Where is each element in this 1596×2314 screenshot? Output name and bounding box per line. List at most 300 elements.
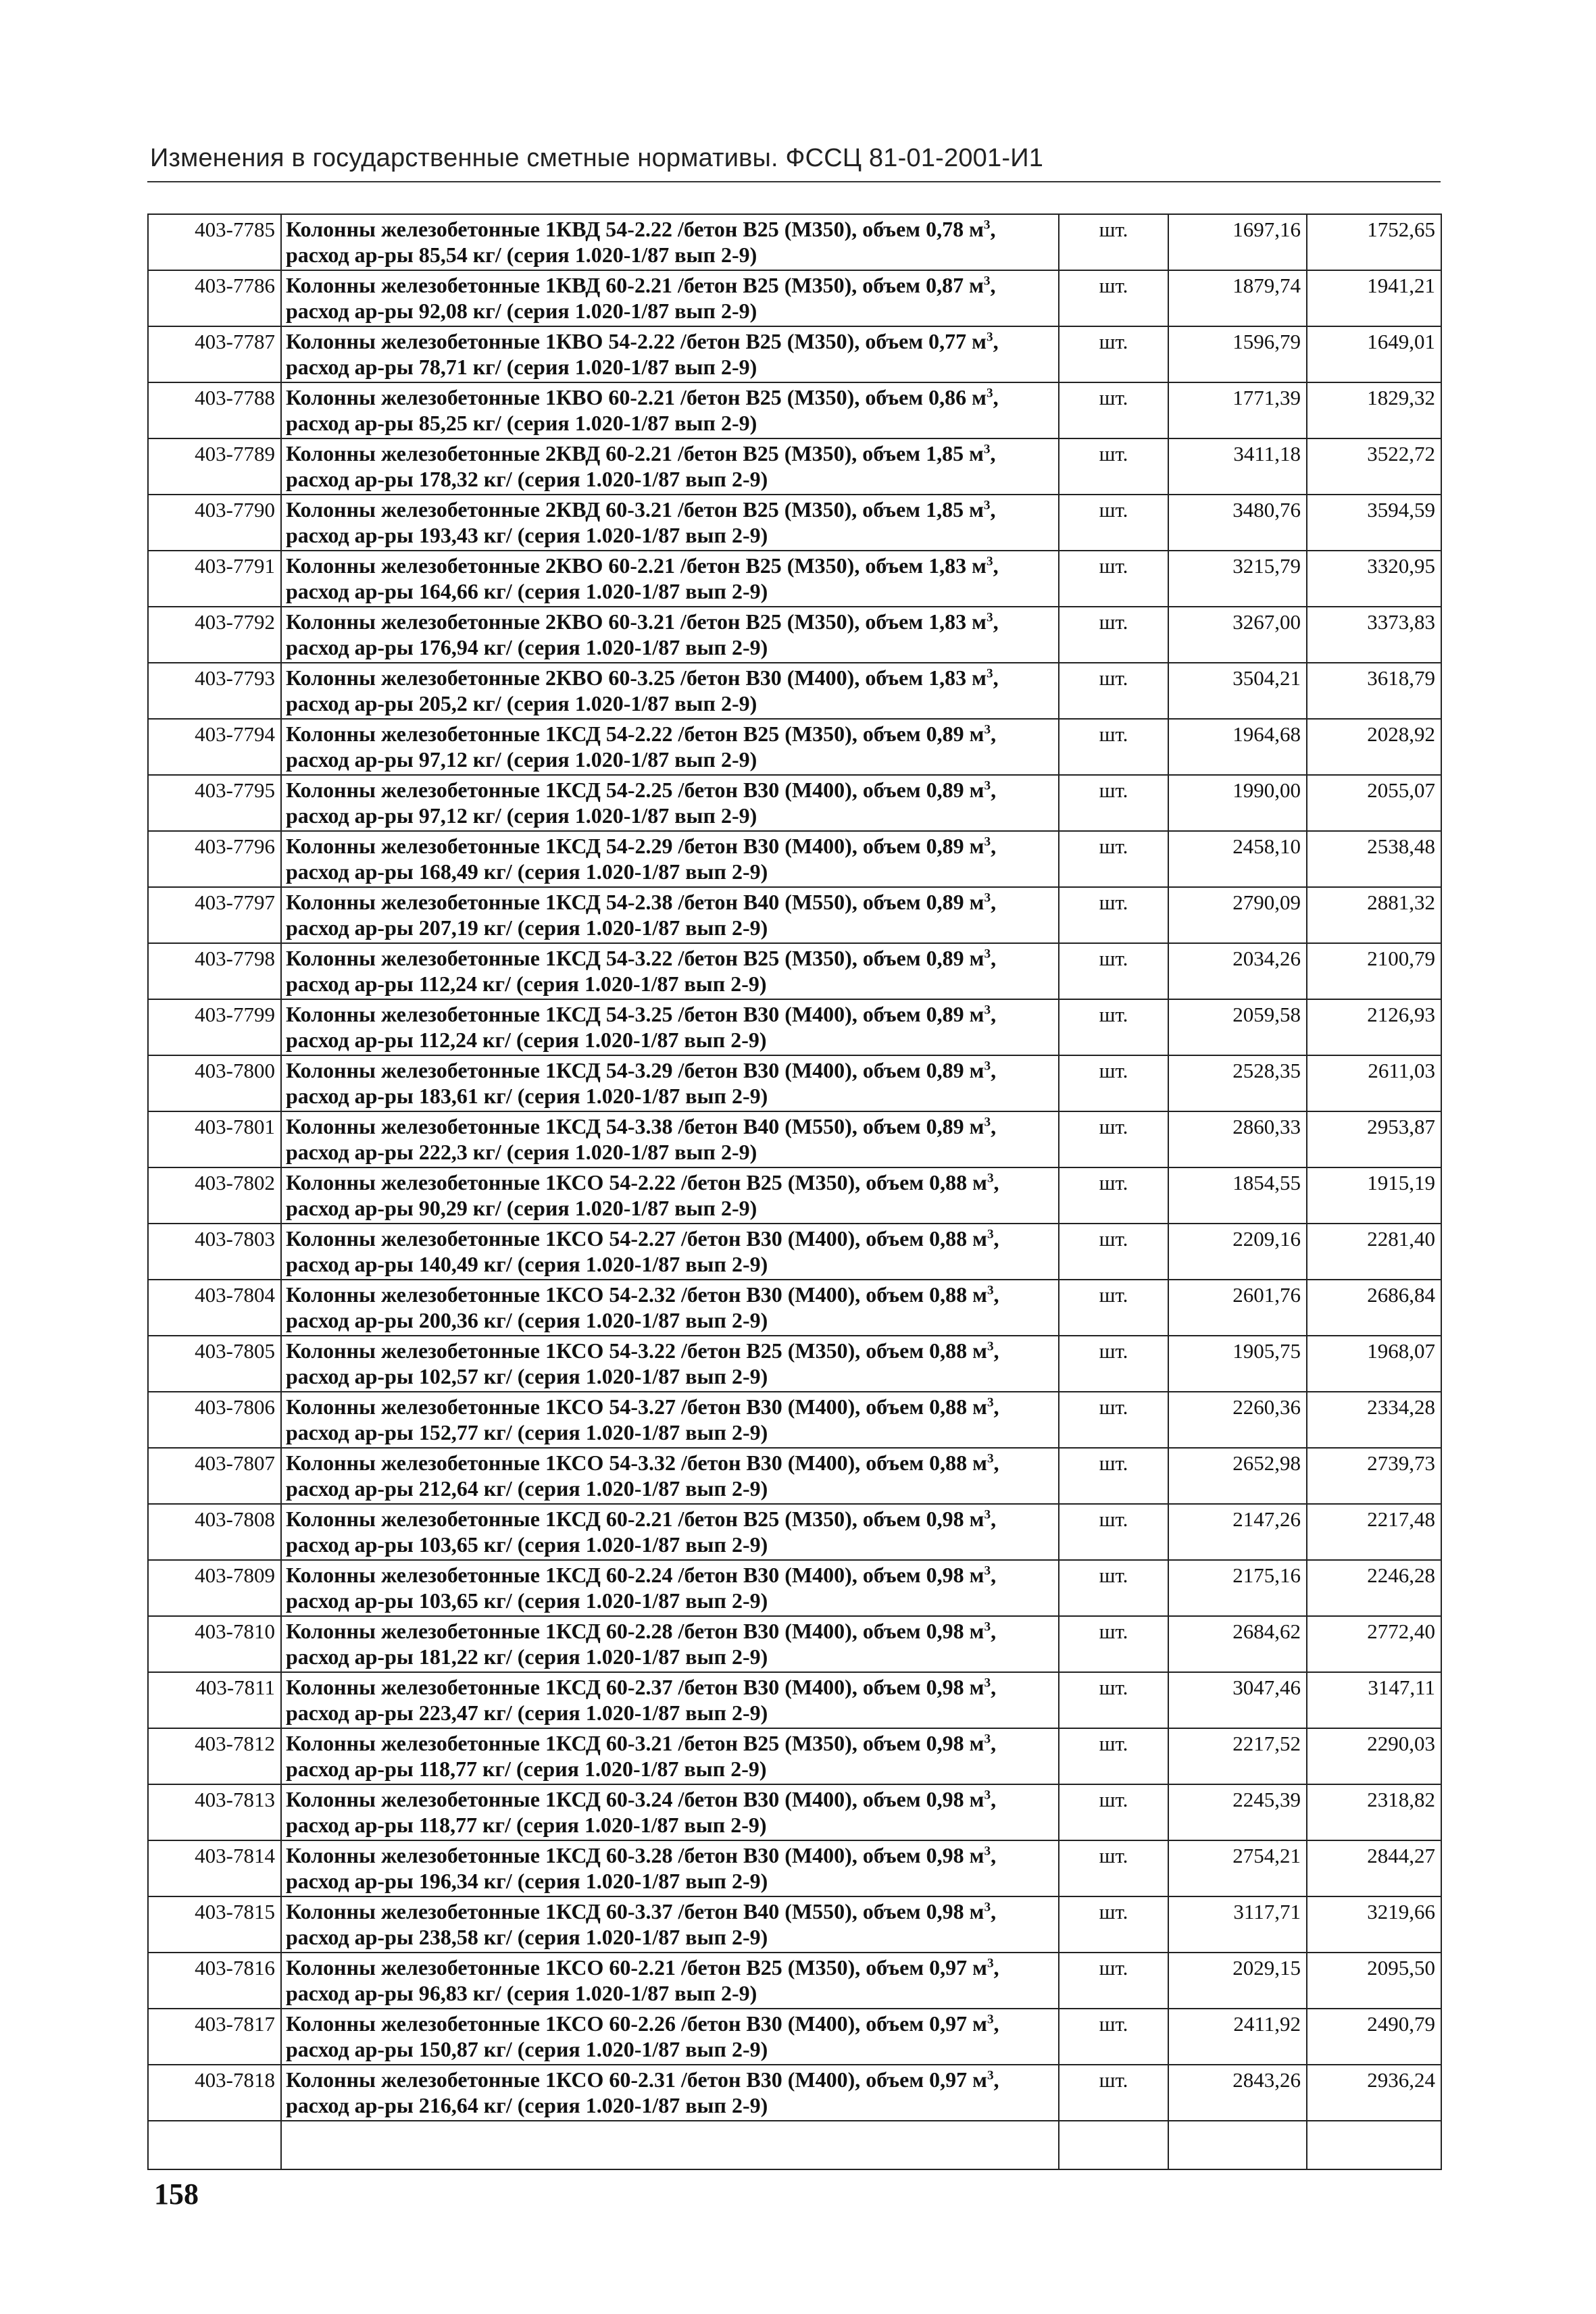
row-price-2: 1941,21 [1307,270,1441,326]
description-text: Колонны железобетонные 2КВД 60-3.21 /бетон В25 (М350), объем 1,85 м [286,497,984,522]
row-price-2: 3219,66 [1307,1896,1441,1953]
volume-unit-exponent: 3 [984,1563,991,1578]
row-price-2: 1968,07 [1307,1336,1441,1392]
row-price-2: 2246,28 [1307,1560,1441,1616]
description-text: Колонны железобетонные 1КСД 54-2.25 /бетон В30 (М400), объем 0,89 м [286,778,984,802]
row-description [281,270,1059,326]
row-description [281,382,1059,438]
row-price-1: 2411,92 [1168,2009,1307,2065]
row-description [281,1784,1059,1840]
row-unit: шт. [1059,663,1168,719]
row-unit: шт. [1059,1784,1168,1840]
table-row [148,831,1441,887]
row-unit: шт. [1059,551,1168,607]
table-row [148,1896,1441,1953]
row-price-2: 2772,40 [1307,1616,1441,1672]
volume-unit-exponent: 3 [984,1900,991,1915]
row-price-1: 2175,16 [1168,1560,1307,1616]
description-text: Колонны железобетонные 1КВО 54-2.22 /бетон В25 (М350), объем 0,77 м [286,329,987,353]
description-text-rest: , расход ар-ры 176,94 кг/ (серия 1.020-1/87 вып 2-9) [286,609,999,659]
table-row [148,1336,1441,1392]
description-text-rest: , расход ар-ры 140,49 кг/ (серия 1.020-1/87 вып 2-9) [286,1226,999,1276]
volume-unit-exponent: 3 [987,2012,994,2027]
volume-unit-exponent: 3 [983,218,991,232]
row-description [281,438,1059,495]
row-price-2: 2126,93 [1307,999,1441,1055]
row-price-1: 2029,15 [1168,1953,1307,2009]
row-unit: шт. [1059,382,1168,438]
row-price-2: 2318,82 [1307,1784,1441,1840]
table-row [148,1111,1441,1167]
table-row [148,1055,1441,1111]
description-text-rest: , расход ар-ры 102,57 кг/ (серия 1.020-1/87 вып 2-9) [286,1338,999,1388]
row-price-2: 2028,92 [1307,719,1441,775]
row-price-1: 3047,46 [1168,1672,1307,1728]
row-code: 403-7790 [148,495,281,551]
row-price-1: 3480,76 [1168,495,1307,551]
row-code: 403-7795 [148,775,281,831]
volume-unit-exponent: 3 [987,1171,994,1186]
row-price-1: 2843,26 [1168,2065,1307,2121]
table-row [148,1392,1441,1448]
row-code: 403-7791 [148,551,281,607]
table-row [148,551,1441,607]
volume-unit-exponent: 3 [986,554,993,569]
row-unit: шт. [1059,831,1168,887]
table-row [148,1560,1441,1616]
row-unit: шт. [1059,2065,1168,2121]
row-description [281,1392,1059,1448]
row-price-2: 3594,59 [1307,495,1441,551]
row-unit: шт. [1059,999,1168,1055]
volume-unit-exponent: 3 [984,1676,991,1690]
volume-unit-exponent: 3 [984,890,991,905]
row-description [281,1953,1059,2009]
description-text-rest: , расход ар-ры 152,77 кг/ (серия 1.020-1/87 вып 2-9) [286,1394,999,1444]
row-unit: шт. [1059,607,1168,663]
volume-unit-exponent: 3 [984,1507,991,1522]
row-price-1: 2034,26 [1168,943,1307,999]
description-text-rest: , расход ар-ры 205,2 кг/ (серия 1.020-1/87 вып 2-9) [286,665,999,715]
description-text-rest: , расход ар-ры 222,3 кг/ (серия 1.020-1/87 вып 2-9) [286,1114,997,1164]
row-price-2: 2055,07 [1307,775,1441,831]
table-row [148,1224,1441,1280]
row-price-1: 3411,18 [1168,438,1307,495]
row-description [281,1280,1059,1336]
row-code: 403-7804 [148,1280,281,1336]
description-text: Колонны железобетонные 1КСД 54-2.22 /бетон В25 (М350), объем 0,89 м [286,722,984,746]
row-description [281,1672,1059,1728]
row-unit: шт. [1059,1672,1168,1728]
row-price-1: 2684,62 [1168,1616,1307,1672]
row-code: 403-7801 [148,1111,281,1167]
row-price-2: 1649,01 [1307,326,1441,382]
row-unit: шт. [1059,1224,1168,1280]
row-code: 403-7813 [148,1784,281,1840]
volume-unit-exponent: 3 [987,1339,994,1354]
row-price-1: 3504,21 [1168,663,1307,719]
row-price-2: 2281,40 [1307,1224,1441,1280]
description-text-rest: , расход ар-ры 212,64 кг/ (серия 1.020-1/87 вып 2-9) [286,1451,999,1501]
row-price-1: 1964,68 [1168,719,1307,775]
volume-unit-exponent: 3 [987,1451,994,1466]
row-description [281,1896,1059,1953]
row-code: 403-7798 [148,943,281,999]
empty-cell [148,2121,281,2169]
row-price-1: 1854,55 [1168,1167,1307,1224]
description-text-rest: , расход ар-ры 207,19 кг/ (серия 1.020-1/87 вып 2-9) [286,890,997,940]
row-description [281,1616,1059,1672]
row-unit: шт. [1059,1280,1168,1336]
row-price-2: 1829,32 [1307,382,1441,438]
row-code: 403-7805 [148,1336,281,1392]
description-text-rest: , расход ар-ры 90,29 кг/ (серия 1.020-1/87 вып 2-9) [286,1170,999,1220]
row-price-2: 2538,48 [1307,831,1441,887]
description-text: Колонны железобетонные 2КВО 60-2.21 /бетон В25 (М350), объем 1,83 м [286,553,987,578]
row-description [281,1448,1059,1504]
volume-unit-exponent: 3 [984,834,991,849]
description-text-rest: , расход ар-ры 200,36 кг/ (серия 1.020-1/87 вып 2-9) [286,1282,999,1332]
table-row [148,775,1441,831]
volume-unit-exponent: 3 [984,722,991,737]
row-price-1: 2652,98 [1168,1448,1307,1504]
description-text-rest: , расход ар-ры 85,25 кг/ (серия 1.020-1/87 вып 2-9) [286,385,999,435]
description-text: Колонны железобетонные 1КСО 54-2.32 /бетон В30 (М400), объем 0,88 м [286,1282,987,1307]
description-text-rest: , расход ар-ры 223,47 кг/ (серия 1.020-1/87 вып 2-9) [286,1675,997,1725]
row-price-1: 2860,33 [1168,1111,1307,1167]
row-description [281,1504,1059,1560]
row-unit: шт. [1059,1448,1168,1504]
table-empty-row [148,2121,1441,2169]
volume-unit-exponent: 3 [984,1619,991,1634]
description-text-rest: , расход ар-ры 183,61 кг/ (серия 1.020-1/87 вып 2-9) [286,1058,997,1108]
row-description [281,1560,1059,1616]
table-row [148,943,1441,999]
table-row [148,719,1441,775]
table-row [148,887,1441,943]
description-text-rest: , расход ар-ры 97,12 кг/ (серия 1.020-1/87 вып 2-9) [286,778,997,828]
row-price-2: 3320,95 [1307,551,1441,607]
row-price-1: 2601,76 [1168,1280,1307,1336]
row-unit: шт. [1059,1336,1168,1392]
description-text: Колонны железобетонные 1КСД 60-3.28 /бетон В30 (М400), объем 0,98 м [286,1843,984,1867]
row-price-1: 2245,39 [1168,1784,1307,1840]
description-text: Колонны железобетонные 1КСД 54-3.25 /бетон В30 (М400), объем 0,89 м [286,1002,984,1026]
description-text: Колонны железобетонные 1КВД 60-2.21 /бетон В25 (М350), объем 0,87 м [286,273,984,297]
description-text: Колонны железобетонные 1КСО 54-3.22 /бетон В25 (М350), объем 0,88 м [286,1338,987,1363]
volume-unit-exponent: 3 [984,1788,991,1803]
row-description [281,2009,1059,2065]
description-text: Колонны железобетонные 1КСД 54-2.38 /бетон В40 (М550), объем 0,89 м [286,890,984,914]
volume-unit-exponent: 3 [986,666,993,681]
row-code: 403-7788 [148,382,281,438]
volume-unit-exponent: 3 [987,1283,994,1298]
row-code: 403-7789 [148,438,281,495]
volume-unit-exponent: 3 [987,1227,994,1242]
row-code: 403-7799 [148,999,281,1055]
description-text-rest: , расход ар-ры 96,83 кг/ (серия 1.020-1/87 вып 2-9) [286,1955,999,2005]
row-price-1: 1905,75 [1168,1336,1307,1392]
table-row [148,2065,1441,2121]
description-text-rest: , расход ар-ры 193,43 кг/ (серия 1.020-1/87 вып 2-9) [286,497,996,547]
table-row [148,1728,1441,1784]
row-description [281,1167,1059,1224]
table-row [148,382,1441,438]
row-code: 403-7785 [148,214,281,270]
description-text: Колонны железобетонные 1КСО 54-3.32 /бетон В30 (М400), объем 0,88 м [286,1451,987,1475]
table-row [148,326,1441,382]
description-text-rest: , расход ар-ры 97,12 кг/ (серия 1.020-1/87 вып 2-9) [286,722,997,772]
description-text: Колонны железобетонные 1КСД 54-3.29 /бетон В30 (М400), объем 0,89 м [286,1058,984,1082]
row-price-1: 1990,00 [1168,775,1307,831]
row-description [281,551,1059,607]
volume-unit-exponent: 3 [984,1115,991,1130]
row-description [281,719,1059,775]
row-description [281,775,1059,831]
table-row [148,663,1441,719]
description-text-rest: , расход ар-ры 118,77 кг/ (серия 1.020-1/87 вып 2-9) [286,1787,997,1837]
table-row [148,2009,1441,2065]
row-description [281,1055,1059,1111]
row-unit: шт. [1059,1560,1168,1616]
row-code: 403-7811 [148,1672,281,1728]
row-description [281,495,1059,551]
row-code: 403-7794 [148,719,281,775]
description-text: Колонны железобетонные 2КВД 60-2.21 /бетон В25 (М350), объем 1,85 м [286,441,984,466]
description-text-rest: , расход ар-ры 178,32 кг/ (серия 1.020-1/87 вып 2-9) [286,441,996,491]
row-price-2: 2844,27 [1307,1840,1441,1896]
volume-unit-exponent: 3 [984,1059,991,1074]
row-code: 403-7810 [148,1616,281,1672]
table-row [148,1840,1441,1896]
table-row [148,1672,1441,1728]
row-unit: шт. [1059,1840,1168,1896]
table-row [148,270,1441,326]
description-text: Колонны железобетонные 1КСД 54-2.29 /бетон В30 (М400), объем 0,89 м [286,834,984,858]
volume-unit-exponent: 3 [984,1732,991,1746]
row-price-2: 1915,19 [1307,1167,1441,1224]
description-text: Колонны железобетонные 1КСД 60-3.37 /бетон В40 (М550), объем 0,98 м [286,1899,984,1923]
row-code: 403-7786 [148,270,281,326]
row-code: 403-7797 [148,887,281,943]
row-code: 403-7814 [148,1840,281,1896]
description-text-rest: , расход ар-ры 103,65 кг/ (серия 1.020-1/87 вып 2-9) [286,1507,997,1557]
volume-unit-exponent: 3 [987,1395,994,1410]
row-price-2: 2686,84 [1307,1280,1441,1336]
row-price-1: 3215,79 [1168,551,1307,607]
row-description [281,831,1059,887]
description-text: Колонны железобетонные 2КВО 60-3.25 /бетон В30 (М400), объем 1,83 м [286,665,987,690]
row-description [281,1840,1059,1896]
page-header: Изменения в государственные сметные нормативы. ФССЦ 81-01-2001-И1 [150,144,1044,172]
row-description [281,1111,1059,1167]
row-price-1: 2209,16 [1168,1224,1307,1280]
row-unit: шт. [1059,1167,1168,1224]
table-row [148,495,1441,551]
row-code: 403-7803 [148,1224,281,1280]
description-text: Колонны железобетонные 1КСД 60-2.21 /бетон В25 (М350), объем 0,98 м [286,1507,984,1531]
row-code: 403-7807 [148,1448,281,1504]
row-price-1: 2059,58 [1168,999,1307,1055]
row-price-2: 3618,79 [1307,663,1441,719]
row-description [281,1728,1059,1784]
description-text: Колонны железобетонные 1КСД 60-2.37 /бетон В30 (М400), объем 0,98 м [286,1675,984,1699]
description-text: Колонны железобетонные 1КСД 60-3.21 /бетон В25 (М350), объем 0,98 м [286,1731,984,1755]
description-text: Колонны железобетонные 1КВО 60-2.21 /бетон В25 (М350), объем 0,86 м [286,385,987,409]
row-unit: шт. [1059,943,1168,999]
row-description [281,887,1059,943]
table-row [148,1953,1441,2009]
volume-unit-exponent: 3 [984,947,991,961]
volume-unit-exponent: 3 [987,1956,994,1971]
row-price-2: 2881,32 [1307,887,1441,943]
price-table [147,213,1442,2170]
row-unit: шт. [1059,775,1168,831]
table-row [148,607,1441,663]
description-text: Колонны железобетонные 1КСО 60-2.31 /бетон В30 (М400), объем 0,97 м [286,2067,987,2092]
row-unit: шт. [1059,326,1168,382]
row-price-2: 2095,50 [1307,1953,1441,2009]
row-price-2: 2290,03 [1307,1728,1441,1784]
row-price-1: 2528,35 [1168,1055,1307,1111]
description-text: Колонны железобетонные 1КСО 54-3.27 /бетон В30 (М400), объем 0,88 м [286,1394,987,1419]
row-price-2: 2739,73 [1307,1448,1441,1504]
row-unit: шт. [1059,438,1168,495]
description-text: Колонны железобетонные 1КСО 60-2.26 /бетон В30 (М400), объем 0,97 м [286,2011,987,2036]
table-row [148,1784,1441,1840]
row-price-1: 1771,39 [1168,382,1307,438]
row-price-2: 2936,24 [1307,2065,1441,2121]
row-price-1: 3117,71 [1168,1896,1307,1953]
table-row [148,1616,1441,1672]
row-unit: шт. [1059,214,1168,270]
row-code: 403-7818 [148,2065,281,2121]
row-price-2: 2953,87 [1307,1111,1441,1167]
row-price-1: 2754,21 [1168,1840,1307,1896]
row-description [281,999,1059,1055]
description-text-rest: , расход ар-ры 78,71 кг/ (серия 1.020-1/87 вып 2-9) [286,329,999,379]
row-unit: шт. [1059,1504,1168,1560]
row-price-2: 1752,65 [1307,214,1441,270]
row-description [281,214,1059,270]
table-row [148,999,1441,1055]
page-number: 158 [154,2178,199,2211]
row-unit: шт. [1059,495,1168,551]
description-text: Колонны железобетонные 1КСД 60-3.24 /бетон В30 (М400), объем 0,98 м [286,1787,984,1811]
description-text-rest: , расход ар-ры 92,08 кг/ (серия 1.020-1/87 вып 2-9) [286,273,996,323]
row-code: 403-7808 [148,1504,281,1560]
table-row [148,1280,1441,1336]
description-text-rest: , расход ар-ры 181,22 кг/ (серия 1.020-1/87 вып 2-9) [286,1619,997,1669]
row-price-1: 1697,16 [1168,214,1307,270]
table-row [148,1448,1441,1504]
row-description [281,1336,1059,1392]
row-code: 403-7812 [148,1728,281,1784]
row-price-1: 1879,74 [1168,270,1307,326]
volume-unit-exponent: 3 [984,1844,991,1859]
row-description [281,1224,1059,1280]
description-text-rest: , расход ар-ры 85,54 кг/ (серия 1.020-1/87 вып 2-9) [286,217,996,267]
empty-cell [281,2121,1059,2169]
row-price-1: 2260,36 [1168,1392,1307,1448]
row-code: 403-7793 [148,663,281,719]
table-row [148,1167,1441,1224]
row-code: 403-7806 [148,1392,281,1448]
volume-unit-exponent: 3 [984,1003,991,1017]
table-row [148,1504,1441,1560]
description-text-rest: , расход ар-ры 168,49 кг/ (серия 1.020-1/87 вып 2-9) [286,834,997,884]
row-price-1: 1596,79 [1168,326,1307,382]
row-unit: шт. [1059,719,1168,775]
empty-cell [1059,2121,1168,2169]
description-text: Колонны железобетонные 1КСД 60-2.24 /бетон В30 (М400), объем 0,98 м [286,1563,984,1587]
volume-unit-exponent: 3 [986,386,993,401]
row-description [281,663,1059,719]
empty-cell [1168,2121,1307,2169]
row-description [281,2065,1059,2121]
row-code: 403-7800 [148,1055,281,1111]
row-price-2: 3147,11 [1307,1672,1441,1728]
volume-unit-exponent: 3 [986,610,993,625]
volume-unit-exponent: 3 [983,274,991,288]
volume-unit-exponent: 3 [986,330,993,345]
description-text-rest: , расход ар-ры 164,66 кг/ (серия 1.020-1/87 вып 2-9) [286,553,999,603]
row-description [281,326,1059,382]
table-row [148,214,1441,270]
row-unit: шт. [1059,1392,1168,1448]
row-price-2: 2217,48 [1307,1504,1441,1560]
row-price-2: 2490,79 [1307,2009,1441,2065]
description-text-rest: , расход ар-ры 112,24 кг/ (серия 1.020-1/87 вып 2-9) [286,1002,997,1052]
header-rule [147,181,1441,182]
row-price-2: 3522,72 [1307,438,1441,495]
volume-unit-exponent: 3 [984,778,991,793]
description-text: Колонны железобетонные 1КВД 54-2.22 /бетон В25 (М350), объем 0,78 м [286,217,984,241]
empty-cell [1307,2121,1441,2169]
description-text: Колонны железобетонные 2КВО 60-3.21 /бетон В25 (М350), объем 1,83 м [286,609,987,634]
row-price-1: 3267,00 [1168,607,1307,663]
description-text: Колонны железобетонные 1КСО 54-2.22 /бетон В25 (М350), объем 0,88 м [286,1170,987,1194]
description-text-rest: , расход ар-ры 118,77 кг/ (серия 1.020-1/87 вып 2-9) [286,1731,997,1781]
row-unit: шт. [1059,1111,1168,1167]
row-price-1: 2147,26 [1168,1504,1307,1560]
row-unit: шт. [1059,270,1168,326]
row-unit: шт. [1059,1728,1168,1784]
row-code: 403-7815 [148,1896,281,1953]
description-text-rest: , расход ар-ры 112,24 кг/ (серия 1.020-1/87 вып 2-9) [286,946,997,996]
description-text: Колонны железобетонные 1КСД 54-3.38 /бетон В40 (М550), объем 0,89 м [286,1114,984,1138]
row-price-2: 3373,83 [1307,607,1441,663]
description-text: Колонны железобетонные 1КСД 60-2.28 /бетон В30 (М400), объем 0,98 м [286,1619,984,1643]
row-code: 403-7816 [148,1953,281,2009]
price-table-body [148,214,1441,2169]
row-description [281,607,1059,663]
row-description [281,943,1059,999]
description-text-rest: , расход ар-ры 103,65 кг/ (серия 1.020-1/87 вып 2-9) [286,1563,997,1613]
row-price-2: 2100,79 [1307,943,1441,999]
row-unit: шт. [1059,887,1168,943]
description-text: Колонны железобетонные 1КСО 54-2.27 /бетон В30 (М400), объем 0,88 м [286,1226,987,1251]
row-price-2: 2611,03 [1307,1055,1441,1111]
table-row [148,438,1441,495]
row-code: 403-7802 [148,1167,281,1224]
row-code: 403-7796 [148,831,281,887]
row-price-1: 2458,10 [1168,831,1307,887]
row-unit: шт. [1059,1055,1168,1111]
description-text-rest: , расход ар-ры 216,64 кг/ (серия 1.020-1/87 вып 2-9) [286,2067,999,2117]
description-text: Колонны железобетонные 1КСО 60-2.21 /бетон В25 (М350), объем 0,97 м [286,1955,987,1980]
description-text: Колонны железобетонные 1КСД 54-3.22 /бетон В25 (М350), объем 0,89 м [286,946,984,970]
